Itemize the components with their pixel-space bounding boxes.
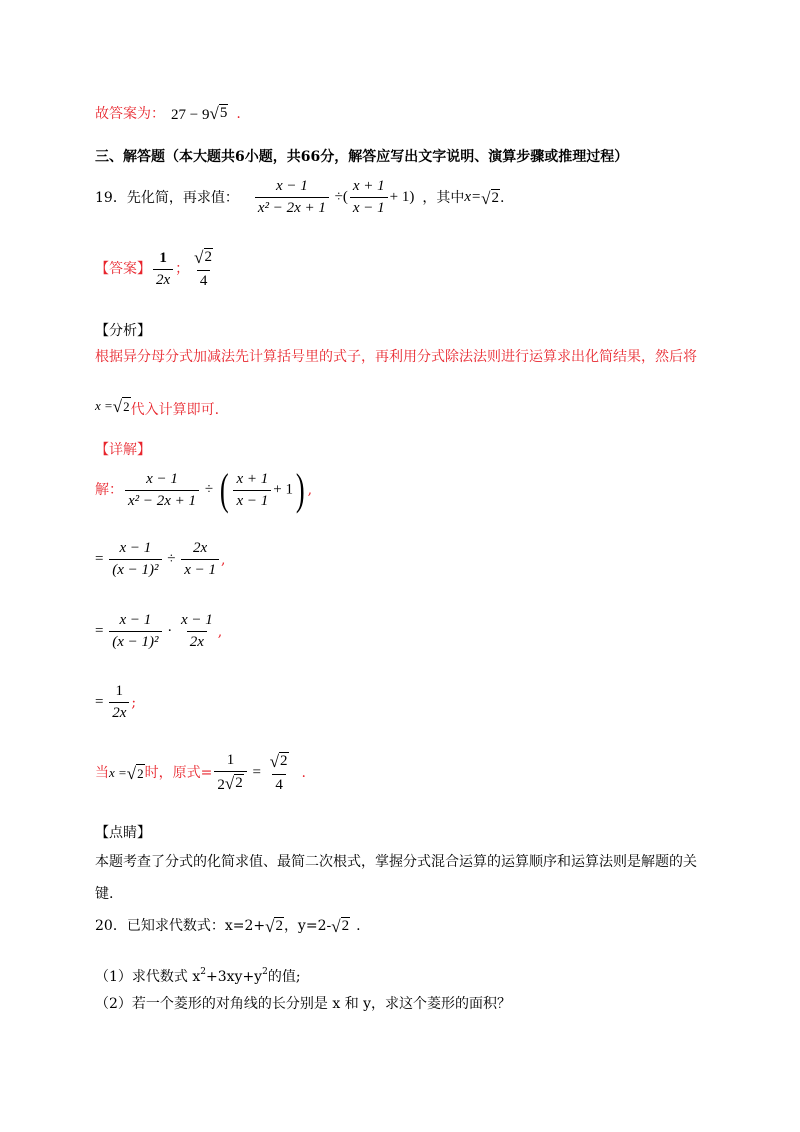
comment-line-2: 键. (95, 886, 114, 902)
section-heading: 三、解答题（本大题共6小题，共66分，解答应写出文字说明、演算步骤或推理过程） (95, 149, 629, 165)
comment-label: 【点睛】 (95, 825, 151, 841)
question-prompt: 已知求代数式：x=2+ (126, 918, 266, 934)
detail-final: 当 x = √ 2 时，原式= 1 2 √ 2 = √ 2 4 . (95, 752, 306, 793)
question-number: 20． (95, 918, 127, 934)
detail-step-2: = $\frac{x - 1}{\text{(x − 1)²}}$ ÷ $\frac{2x}{x - 1}$ , (95, 540, 226, 578)
analysis-label: 【分析】 (95, 323, 151, 339)
answer-fraction: $\frac{1}{2x}$ (151, 250, 175, 289)
question-number: 19． (95, 189, 127, 206)
answer-value: √ 2 4 (194, 248, 213, 289)
comment-line-1: 本题考查了分式的化简求值、最简二次根式，掌握分式混合运算的运算顺序和运算法则是解题的关 (95, 854, 697, 870)
analysis-substitution: x = √ 2 代入计算即可. (95, 397, 220, 418)
detail-step-4: = $\frac{1}{2x}$ ; (95, 683, 137, 721)
question-20-part-2: （2）若一个菱形的对角线的长分别是 x 和 y，求这个菱形的面积？ (95, 996, 512, 1012)
detail-step-1: 解： $\frac{x - 1}{\text{x² − 2x + 1}}$ ÷ ( $\frac{x + 1}{x - 1}$ + 1) , (95, 465, 313, 514)
question-expression: $\frac{x - 1}{\text{x² − 2x + 1}}$ ÷( $\frac{x + 1}{x - 1}$ + 1) (253, 178, 415, 217)
answer-label: 故答案为： (95, 106, 165, 122)
question-prompt: 先化简，再求值： (126, 189, 239, 206)
answer-19: 【答案】 $\frac{1}{2x}$ ； √ 2 4 (95, 248, 218, 290)
answer-value: 27 − 9 √ 5 (171, 104, 228, 123)
question-20: 20． 已知求代数式：x=2+ √ 2 ，y=2- √ 2 . (95, 917, 361, 936)
detail-step-3: = $\frac{x - 1}{\text{(x − 1)²}}$ · $\frac{x - 1}{2x}$ , (95, 612, 223, 650)
question-19: 19． 先化简，再求值： $\frac{x - 1}{\text{x² − 2x + 1}}$ ÷( $\frac{x + 1}{x - 1}$ + 1) ，其中 x= √ 2 . (95, 178, 505, 216)
previous-answer-line: 故答案为： 27 − 9 √ 5 . (95, 104, 241, 123)
question-20-part-1: （1）求代数式 $x^2+3xy+y^2$的值; (95, 967, 301, 985)
answer-label: 【答案】 (95, 261, 151, 277)
detail-label: 【详解】 (95, 442, 151, 458)
analysis-text: 根据异分母分式加减法先计算括号里的式子，再利用分式除法法则进行运算求出化简结果，然后将 (95, 349, 697, 365)
